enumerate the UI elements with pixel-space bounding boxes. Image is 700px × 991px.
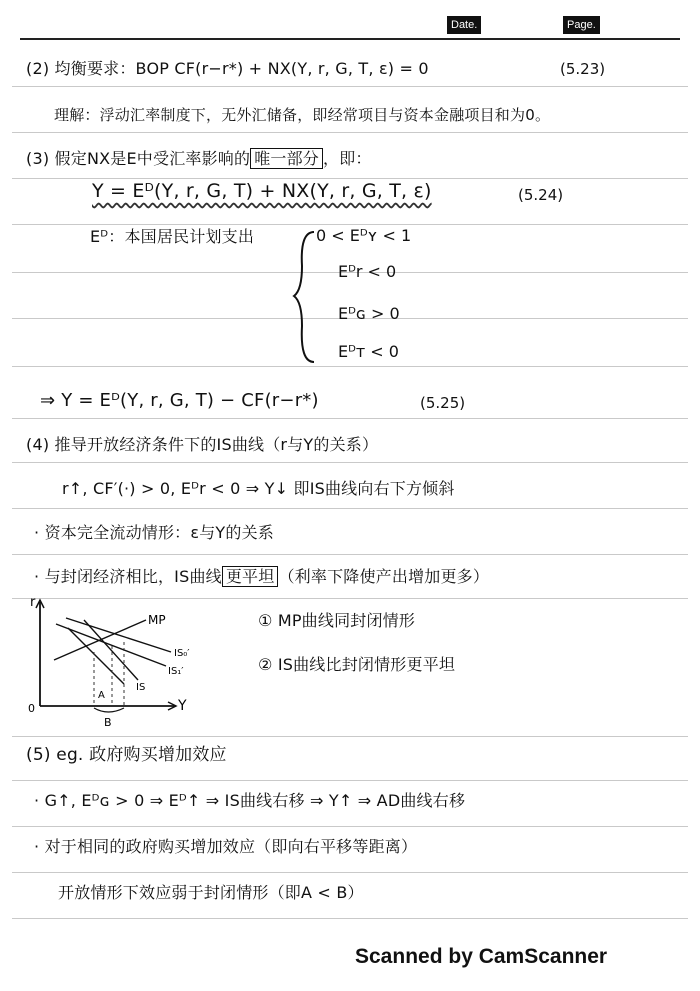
ruled-line <box>12 554 688 555</box>
section-5-title: (5) eg. 政府购买增加效应 <box>26 745 227 765</box>
understanding-note: 理解：浮动汇率制度下，无外汇储备，即经常项目与资本金融项目和为0。 <box>54 106 551 124</box>
ruled-line <box>12 132 688 133</box>
condition-3: Eᴰɢ > 0 <box>338 304 400 323</box>
ruled-line <box>12 508 688 509</box>
assumption-line: (3) 假定NX是E中受汇率影响的 唯一部分 ，即： <box>26 149 372 168</box>
is0-label: IS₀′ <box>174 648 190 659</box>
eq-5-24: Y = Eᴰ(Y, r, G, T) + NX(Y, r, G, T, ε) <box>92 180 432 202</box>
note-is: ② IS曲线比封闭情形更平坦 <box>258 655 456 674</box>
point-a-label: A <box>98 690 105 701</box>
header-rule <box>20 38 680 40</box>
condition-2: Eᴰr < 0 <box>338 262 397 281</box>
ruled-line <box>12 418 688 419</box>
ruled-line <box>12 462 688 463</box>
eq-5-25: ⇒ Y = Eᴰ(Y, r, G, T) − CF(r−r*) <box>40 390 319 411</box>
open-vs-closed-conclusion: 开放情形下效应弱于封闭情形（即A < B） <box>58 883 364 902</box>
is1-label: IS₁′ <box>168 666 184 677</box>
graph-x-label: Y <box>178 698 187 714</box>
ruled-line <box>12 780 688 781</box>
page-label: Page. <box>563 16 600 34</box>
ruled-line <box>12 224 688 225</box>
is-label: IS <box>136 682 146 693</box>
section-4-title: (4) 推导开放经济条件下的IS曲线（r与Y的关系） <box>26 435 379 454</box>
gov-spending-chain: · G↑, Eᴰɢ > 0 ⇒ Eᴰ↑ ⇒ IS曲线右移 ⇒ Y↑ ⇒ AD曲线右移 <box>34 791 466 810</box>
capital-mobility-note: · 资本完全流动情形：ε与Y的关系 <box>34 523 274 542</box>
graph-origin: 0 <box>28 702 35 715</box>
flatter-is-note: · 与封闭经济相比，IS曲线 更平坦 （利率下降使产出增加更多） <box>34 567 490 586</box>
ruled-line <box>12 872 688 873</box>
eq-5-24-wrap <box>92 180 432 202</box>
eq-number: (5.24) <box>518 186 564 204</box>
is-mp-sketch <box>26 594 196 728</box>
ed-definition: Eᴰ：本国居民计划支出 <box>90 227 255 246</box>
condition-1: 0 < Eᴰʏ < 1 <box>316 226 412 245</box>
boxed-only-part: 唯一部分 <box>250 148 323 169</box>
ruled-line <box>12 86 688 87</box>
eq-number: (5.25) <box>420 394 466 412</box>
date-label: Date. <box>447 16 481 34</box>
point-b-label: B <box>104 716 112 728</box>
scanner-watermark: Scanned by CamScanner <box>355 945 608 968</box>
is-derivation: r↑, CF′(·) > 0, Eᴰr < 0 ⇒ Y↓ 即IS曲线向右下方倾斜 <box>62 479 455 498</box>
same-shift-note: · 对于相同的政府购买增加效应（即向右平移等距离） <box>34 837 418 856</box>
ruled-line <box>12 366 688 367</box>
boxed-flatter: 更平坦 <box>222 566 279 587</box>
ruled-line <box>12 736 688 737</box>
graph-y-label: r <box>30 595 36 610</box>
ruled-line <box>12 918 688 919</box>
eq-5-23: (2) 均衡要求：BOP CF(r−r*) + NX(Y, r, G, T, ε) = 0 <box>26 59 429 78</box>
note-mp: ① MP曲线同封闭情形 <box>258 611 416 630</box>
brace-symbol <box>292 226 332 368</box>
ruled-line <box>12 826 688 827</box>
ruled-line <box>12 178 688 179</box>
mp-label: MP <box>148 613 166 627</box>
eq-number: (5.23) <box>560 60 606 78</box>
condition-4: Eᴰᴛ < 0 <box>338 342 399 361</box>
